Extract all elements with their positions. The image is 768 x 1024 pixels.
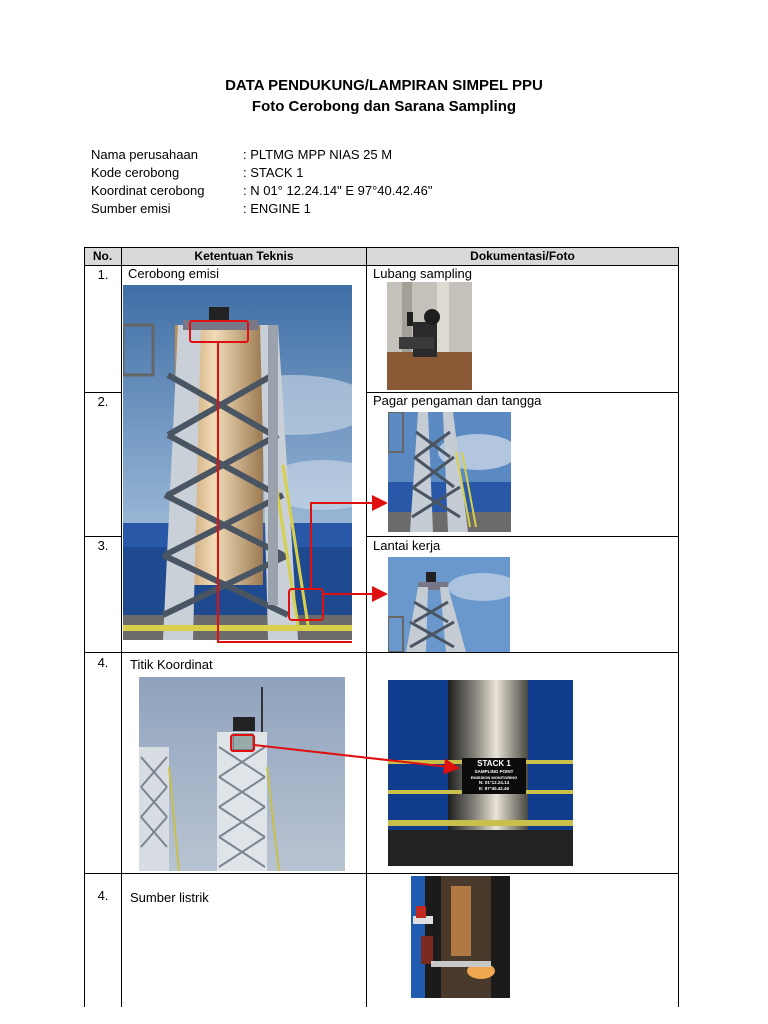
ketentuan-row-5: Sumber listrik bbox=[130, 890, 209, 905]
safety-railing-photo bbox=[388, 412, 511, 532]
sign-line-1: SAMPLING POINT bbox=[474, 769, 514, 774]
dokumentasi-row-3: Lantai kerja bbox=[373, 538, 441, 553]
row-number-5: 4. bbox=[97, 888, 109, 903]
ketentuan-row-4: Titik Koordinat bbox=[130, 657, 213, 672]
coordinate-stacks-photo bbox=[139, 677, 345, 871]
document-title: DATA PENDUKUNG/LAMPIRAN SIMPEL PPU bbox=[225, 77, 543, 94]
info-value-emission-source: : ENGINE 1 bbox=[243, 201, 311, 216]
sign-line-2: EMISSION MONITORING bbox=[470, 775, 518, 780]
sign-title: STACK 1 bbox=[477, 759, 511, 768]
dokumentasi-row-2: Pagar pengaman dan tangga bbox=[373, 393, 542, 408]
column-header-ketentuan: Ketentuan Teknis bbox=[194, 249, 294, 263]
dokumentasi-row-1: Lubang sampling bbox=[373, 266, 473, 281]
row-number-1: 1. bbox=[97, 267, 109, 282]
sign-line-3: N: 01°12.24.14 bbox=[478, 780, 510, 785]
sign-line-4: E: 97°40.42.46 bbox=[478, 786, 510, 791]
info-value-coordinate: : N 01° 12.24.14" E 97°40.42.46" bbox=[243, 183, 433, 198]
sampling-port-photo bbox=[387, 282, 472, 390]
info-label-emission-source: Sumber emisi bbox=[91, 201, 171, 216]
ketentuan-row-1: Cerobong emisi bbox=[128, 266, 220, 281]
row-number-4: 4. bbox=[97, 655, 109, 670]
row-number-3: 3. bbox=[97, 538, 109, 553]
info-label-company: Nama perusahaan bbox=[91, 147, 198, 162]
document-subtitle: Foto Cerobong dan Sarana Sampling bbox=[251, 98, 517, 115]
stack-main-photo bbox=[123, 285, 352, 640]
power-source-photo bbox=[411, 876, 510, 998]
stack-sign-text bbox=[462, 759, 526, 795]
info-value-company: : PLTMG MPP NIAS 25 M bbox=[243, 147, 393, 162]
row-number-2: 2. bbox=[97, 394, 109, 409]
column-header-dokumentasi: Dokumentasi/Foto bbox=[470, 249, 575, 263]
info-label-coordinate: Koordinat cerobong bbox=[91, 183, 205, 198]
work-platform-photo bbox=[388, 557, 510, 652]
info-label-stack-code: Kode cerobong bbox=[91, 165, 180, 180]
info-value-stack-code: : STACK 1 bbox=[243, 165, 304, 180]
column-header-no: No. bbox=[92, 249, 113, 263]
